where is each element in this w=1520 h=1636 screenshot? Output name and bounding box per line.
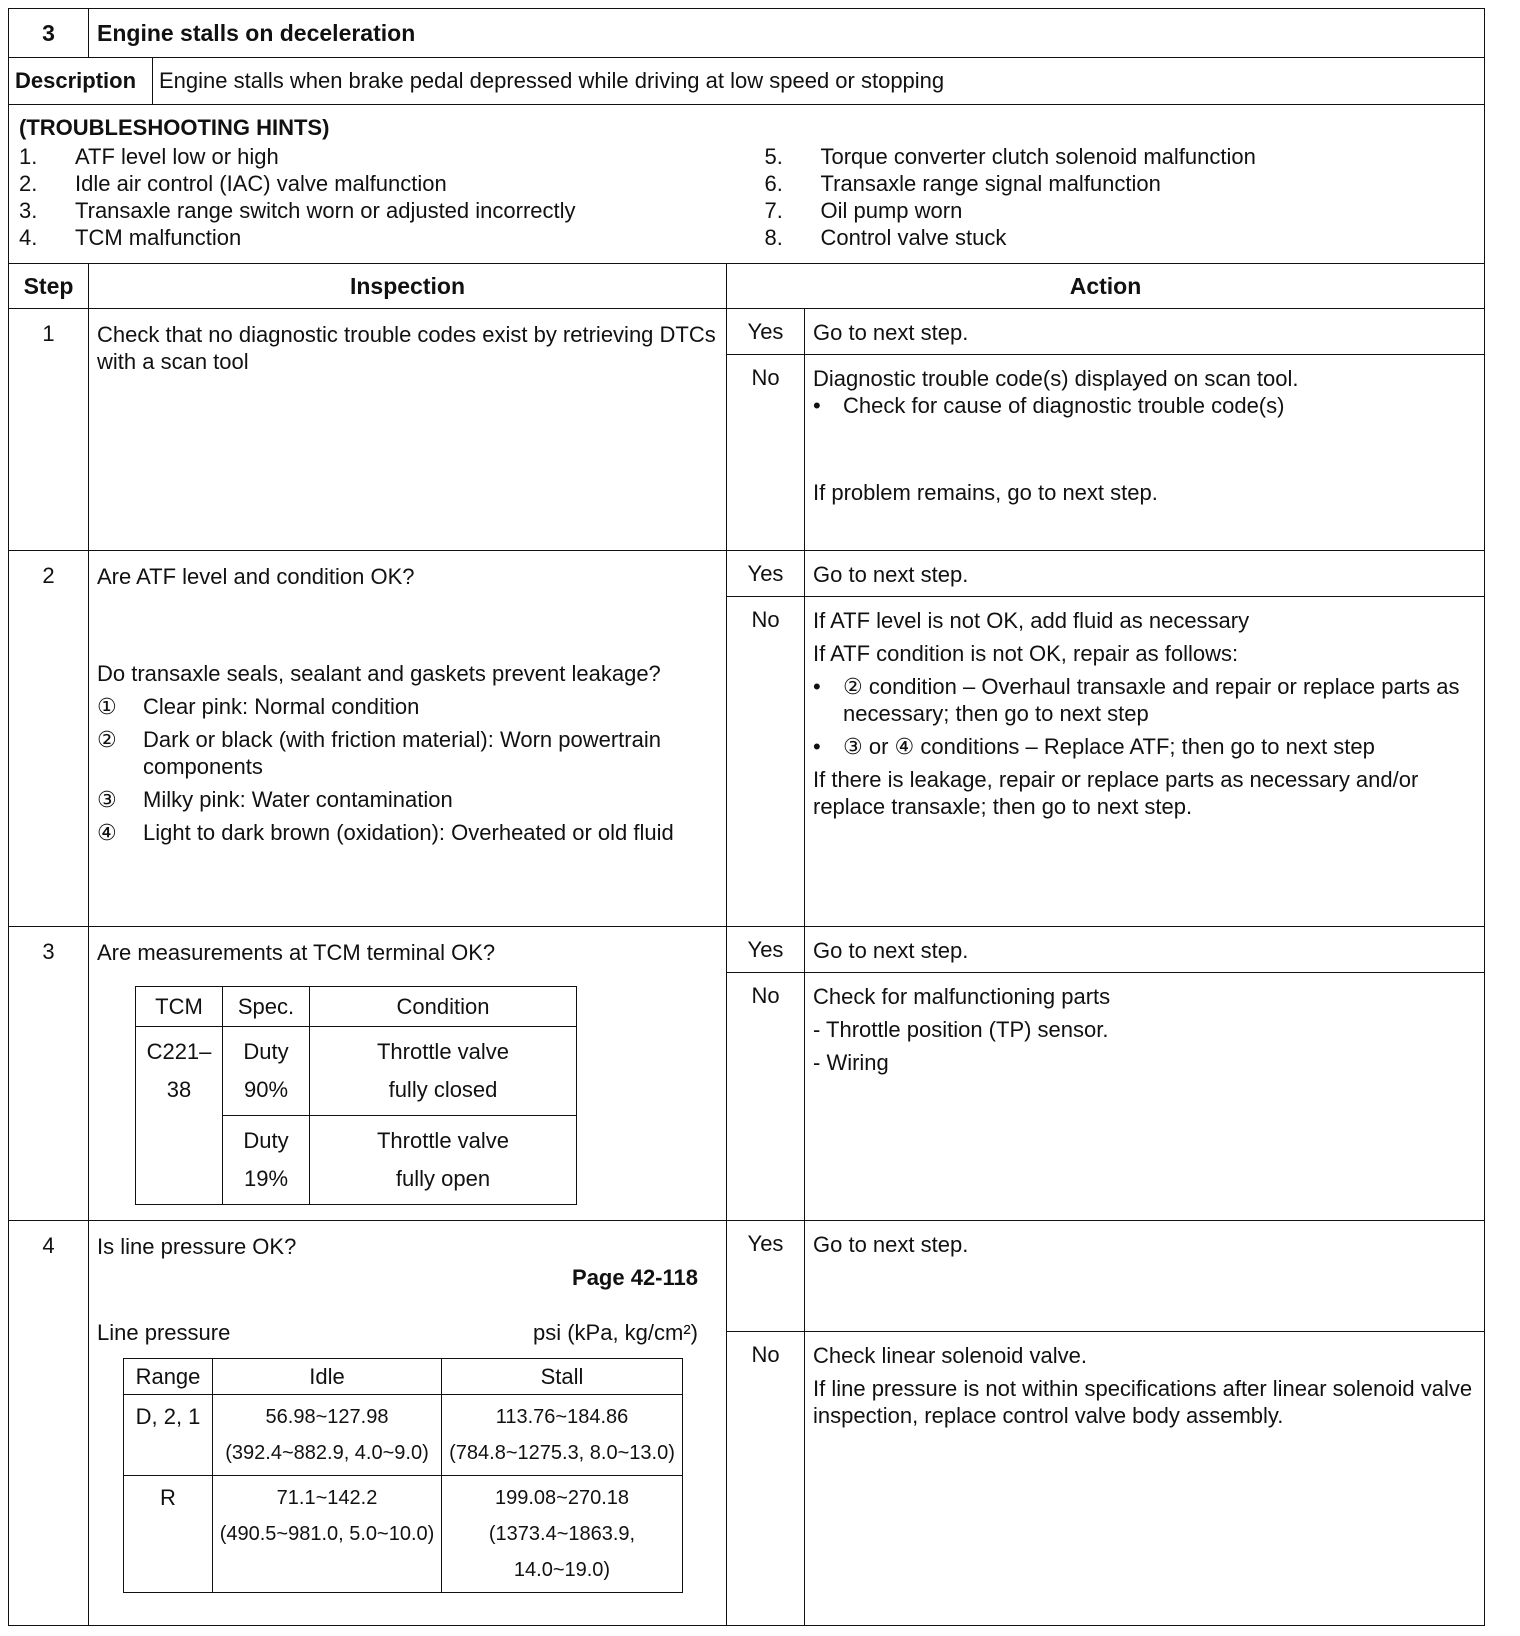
inspection-question: Are ATF level and condition OK? (97, 564, 415, 589)
table-header: Spec. (223, 987, 310, 1027)
table-header: Stall (442, 1359, 683, 1395)
step-3-yes-action: Go to next step. (805, 927, 1485, 973)
description-row (9, 58, 1485, 105)
table-cell: Throttle valve fully closed (310, 1027, 577, 1116)
no-label: No (727, 597, 805, 927)
hints-title: (TROUBLESHOOTING HINTS) (19, 115, 330, 140)
table-cell: Duty 19% (223, 1116, 310, 1205)
action-bullet: • Check for cause of diagnostic trouble code(s) (813, 393, 1285, 418)
page-reference: Page 42-118 (572, 1265, 698, 1290)
step-4-yes-action: Go to next step. (805, 1221, 1485, 1332)
step-3-inspection (89, 927, 727, 1221)
hint-item: 8. Control valve stuck (764, 225, 1007, 250)
step-2-yes-row (9, 551, 1485, 597)
condition-item: ① Clear pink: Normal condition (97, 694, 420, 719)
yes-label: Yes (727, 309, 805, 355)
line-pressure-label: Line pressure (97, 1320, 231, 1345)
inspection-question: Are measurements at TCM terminal OK? (97, 940, 496, 965)
no-label: No (727, 355, 805, 551)
action-bullet: • ② condition – Overhaul transaxle and repair or replace parts as necessary; then go to next step (813, 674, 1460, 726)
line-pressure-table (123, 1358, 683, 1593)
action-text: Diagnostic trouble code(s) displayed on scan tool. (813, 366, 1299, 391)
table-cell: Duty 90% (223, 1027, 310, 1116)
table-header: TCM (136, 987, 223, 1027)
yes-label: Yes (727, 927, 805, 973)
step-4-no-action (805, 1332, 1485, 1626)
step-header: Step (9, 264, 89, 309)
action-text: If line pressure is not within specifications after linear solenoid valve inspection, replace control valve body assembly. (813, 1376, 1473, 1429)
table-cell: 56.98~127.98 (392.4~882.9, 4.0~9.0) (213, 1395, 442, 1476)
hint-item: 7. Oil pump worn (764, 198, 963, 223)
action-bullet: • ③ or ④ conditions – Replace ATF; then go to next step (813, 734, 1375, 759)
inspection-question: Is line pressure OK? (97, 1234, 297, 1259)
no-label: No (727, 1332, 805, 1626)
troubleshooting-hints (9, 105, 1485, 264)
hint-item: 4. TCM malfunction (19, 225, 242, 250)
action-text: If ATF level is not OK, add fluid as necessary (813, 608, 1250, 633)
action-text: If problem remains, go to next step. (813, 480, 1158, 505)
condition-item: ③ Milky pink: Water contamination (97, 787, 453, 812)
inspection-question: Do transaxle seals, sealant and gaskets prevent leakage? (97, 661, 661, 686)
hint-item: 6. Transaxle range signal malfunction (764, 171, 1161, 196)
step-number: 1 (9, 309, 89, 551)
range-cell: R (124, 1476, 213, 1593)
step-2-inspection (89, 551, 727, 927)
hints-left (19, 143, 729, 251)
step-2-yes-action: Go to next step. (805, 551, 1485, 597)
step-3-no-action (805, 973, 1485, 1221)
title-row (9, 9, 1485, 58)
hint-item: 5. Torque converter clutch solenoid malfunction (764, 144, 1256, 169)
hints-row (9, 105, 1485, 264)
action-text: - Throttle position (TP) sensor. (813, 1017, 1109, 1042)
action-text: If ATF condition is not OK, repair as follows: (813, 641, 1239, 666)
step-4-inspection (89, 1221, 727, 1626)
tcm-terminal-cell: C221– 38 (136, 1027, 223, 1205)
line-pressure-units: psi (kPa, kg/cm²) (532, 1320, 698, 1345)
symptom-title: Engine stalls on deceleration (89, 9, 1485, 58)
action-text: - Wiring (813, 1050, 889, 1075)
step-1-yes-row (9, 309, 1485, 355)
step-2-no-action (805, 597, 1485, 927)
action-header: Action (727, 264, 1485, 309)
step-4-yes-row (9, 1221, 1485, 1332)
hint-item: 3. Transaxle range switch worn or adjusted incorrectly (19, 198, 576, 223)
action-text: Check linear solenoid valve. (813, 1343, 1087, 1369)
step-number: 3 (9, 927, 89, 1221)
description-text: Engine stalls when brake pedal depressed while driving at low speed or stopping (153, 58, 1485, 105)
action-text: Check for malfunctioning parts (813, 984, 1111, 1009)
step-1-no-action (805, 355, 1485, 551)
description-label: Description (9, 58, 153, 105)
table-cell: 71.1~142.2 (490.5~981.0, 5.0~10.0) (213, 1476, 442, 1593)
step-1-inspection: Check that no diagnostic trouble codes exist by retrieving DTCs with a scan tool (89, 309, 727, 551)
symptom-number: 3 (9, 9, 89, 58)
column-header-row (9, 264, 1485, 309)
troubleshooting-sheet (8, 8, 1484, 1626)
table-cell: 199.08~270.18 (1373.4~1863.9, 14.0~19.0) (442, 1476, 683, 1593)
table-header: Condition (310, 987, 577, 1027)
hints-right (729, 143, 1475, 251)
range-cell: D, 2, 1 (124, 1395, 213, 1476)
yes-label: Yes (727, 1221, 805, 1332)
step-number: 2 (9, 551, 89, 927)
table-header: Idle (213, 1359, 442, 1395)
inspection-header: Inspection (89, 264, 727, 309)
step-number: 4 (9, 1221, 89, 1626)
step-1-yes-action: Go to next step. (805, 309, 1485, 355)
hint-item: 1. ATF level low or high (19, 144, 279, 169)
no-label: No (727, 973, 805, 1221)
condition-item: ② Dark or black (with friction material): Worn powertrain components (97, 727, 661, 779)
troubleshooting-table (8, 8, 1485, 1626)
line-pressure-caption (97, 1319, 698, 1346)
table-cell: 113.76~184.86 (784.8~1275.3, 8.0~13.0) (442, 1395, 683, 1476)
hint-item: 2. Idle air control (IAC) valve malfunction (19, 171, 447, 196)
tcm-spec-table (135, 986, 577, 1205)
table-header: Range (124, 1359, 213, 1395)
yes-label: Yes (727, 551, 805, 597)
step-3-yes-row (9, 927, 1485, 973)
action-text: If there is leakage, repair or replace parts as necessary and/or replace transaxle; then go to next step. (813, 767, 1419, 819)
condition-item: ④ Light to dark brown (oxidation): Overheated or old fluid (97, 820, 674, 845)
table-cell: Throttle valve fully open (310, 1116, 577, 1205)
